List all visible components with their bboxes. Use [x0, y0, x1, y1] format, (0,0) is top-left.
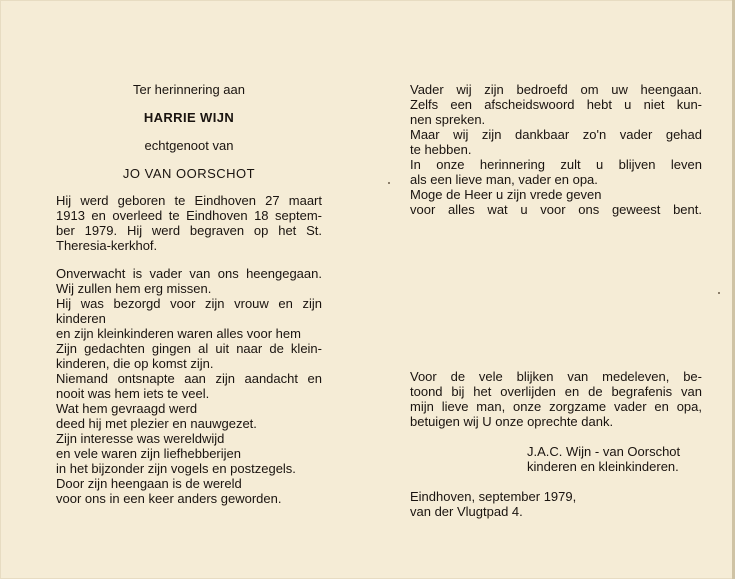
bio-line: Hij werd geboren te Eindhoven 27 maart: [56, 193, 322, 208]
print-speck: [718, 292, 720, 294]
poem-line: kinderen: [56, 311, 106, 326]
signature-block: [410, 444, 702, 474]
verse-line: nen spreken.: [410, 112, 486, 127]
verse-line: Vader wij zijn bedroefd om uw heengaan.: [410, 82, 702, 97]
poem-line: Zijn interesse was wereldwijd: [56, 431, 225, 446]
poem-line: en vele waren zijn liefhebberijen: [56, 446, 242, 461]
verse-line: te hebben.: [410, 142, 472, 157]
address-line: van der Vlugtpad 4.: [410, 504, 523, 519]
verse-line: Moge de Heer u zijn vrede geven: [410, 187, 602, 202]
bio-line: ber 1979. Hij werd begraven op het St.: [56, 223, 322, 238]
poem-line: Zijn gedachten gingen al uit naar de klein-: [56, 341, 322, 356]
poem-line: in het bijzonder zijn vogels en postzegels.: [56, 461, 296, 476]
poem-line: kinderen, die op komst zijn.: [56, 356, 214, 371]
verse-line: voor alles wat u voor ons geweest bent.: [410, 202, 702, 217]
intro-text: Ter herinnering aan: [132, 82, 246, 97]
right-column: [410, 82, 702, 519]
thanks-block: [410, 369, 702, 429]
spouse-of-text: echtgenoot van: [144, 138, 234, 153]
poem-line: Door zijn heengaan is de wereld: [56, 476, 242, 491]
thanks-line: mijn lieve man, onze zorgzame vader en opa,: [410, 399, 702, 414]
poem-line: voor ons in een keer anders geworden.: [56, 491, 282, 506]
signature-line: kinderen en kleinkinderen.: [527, 459, 679, 474]
spouse-name: JO VAN OORSCHOT: [122, 166, 256, 181]
bio-line: 1913 en overleed te Eindhoven 18 septem-: [56, 208, 322, 223]
verse-line: Maar wij zijn dankbaar zo'n vader gehad: [410, 127, 702, 142]
header-block: [56, 82, 322, 181]
poem-line: deed hij met plezier en nauwgezet.: [56, 416, 257, 431]
poem-line: en zijn kleinkinderen waren alles voor hem: [56, 326, 301, 341]
poem-line: Niemand ontsnapte aan zijn aandacht en: [56, 371, 322, 386]
print-speck: [388, 182, 390, 184]
verse-line: Zelfs een afscheidswoord hebt u niet kun-: [410, 97, 702, 112]
thanks-line: toond bij het overlijden en de begrafenis van: [410, 384, 702, 399]
thanks-line: betuigen wij U onze oprechte dank.: [410, 414, 614, 429]
address-block: [410, 489, 702, 519]
left-column: [56, 82, 322, 506]
poem-line: nooit was hem iets te veel.: [56, 386, 210, 401]
poem-line: Onverwacht is vader van ons heengegaan.: [56, 266, 322, 281]
bio-line: Theresia-kerkhof.: [56, 238, 158, 253]
verse-block: [410, 82, 702, 217]
deceased-name: HARRIE WIJN: [143, 110, 235, 125]
poem-block: [56, 266, 322, 506]
thanks-line: Voor de vele blijken van medeleven, be-: [410, 369, 702, 384]
address-line: Eindhoven, september 1979,: [410, 489, 577, 504]
verse-line: In onze herinnering zult u blijven leven: [410, 157, 702, 172]
poem-line: Hij was bezorgd voor zijn vrouw en zijn: [56, 296, 322, 311]
bio-paragraph: [56, 193, 322, 253]
poem-line: Wat hem gevraagd werd: [56, 401, 198, 416]
verse-line: als een lieve man, vader en opa.: [410, 172, 598, 187]
signature-line: J.A.C. Wijn - van Oorschot: [527, 444, 681, 459]
poem-line: Wij zullen hem erg missen.: [56, 281, 212, 296]
